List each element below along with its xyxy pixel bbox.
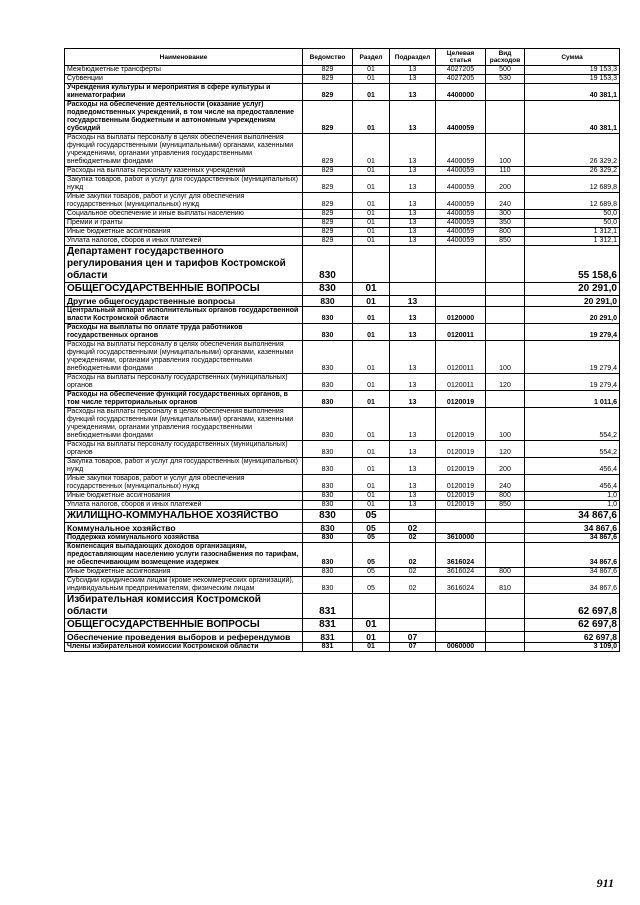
- row-name: Расходы на выплаты персоналу казенных учреждений: [65, 167, 303, 176]
- budget-table: [64, 48, 620, 652]
- table-row: [65, 296, 620, 307]
- row-section: 01: [353, 237, 390, 246]
- row-department: 829: [303, 101, 353, 134]
- row-department: 830: [303, 246, 353, 283]
- row-sum: 34 867,6: [525, 577, 620, 594]
- row-target-item: 0120011: [436, 324, 486, 341]
- row-subsection: 13: [390, 101, 436, 134]
- row-department: 829: [303, 237, 353, 246]
- row-section: 01: [353, 134, 390, 167]
- row-name: Центральный аппарат исполнительных органов государственной власти Костромской области: [65, 307, 303, 324]
- row-sum: 20 291,0: [525, 296, 620, 307]
- row-expense-type: 850: [486, 237, 525, 246]
- row-subsection: 13: [390, 341, 436, 374]
- row-sum: 34 867,6: [525, 543, 620, 568]
- row-subsection: [390, 594, 436, 619]
- row-target-item: 4027205: [436, 66, 486, 75]
- row-name: Расходы на обеспечение функций государственных органов, в том числе территориальных органов: [65, 391, 303, 408]
- row-name: Избирательная комиссия Костромской области: [65, 594, 303, 619]
- row-sum: 456,4: [525, 458, 620, 475]
- row-section: 01: [353, 501, 390, 510]
- row-subsection: 07: [390, 643, 436, 652]
- row-name: Расходы на выплаты персоналу в целях обеспечения выполнения функций государственными (муниципальными) органами, казенными учреждениями, органами управления государственными внебюджетными фондами: [65, 341, 303, 374]
- row-subsection: 02: [390, 534, 436, 543]
- row-section: 01: [353, 193, 390, 210]
- row-expense-type: 500: [486, 66, 525, 75]
- row-expense-type: [486, 543, 525, 568]
- row-sum: 1 312,1: [525, 237, 620, 246]
- row-department: 830: [303, 577, 353, 594]
- row-name: Расходы на выплаты персоналу в целях обеспечения выполнения функций государственными (муниципальными) органами, казенными учреждениями, органами управления государственными внебюджетными фондами: [65, 134, 303, 167]
- table-row: [65, 408, 620, 441]
- row-subsection: 13: [390, 237, 436, 246]
- row-subsection: 13: [390, 441, 436, 458]
- row-expense-type: [486, 619, 525, 632]
- row-subsection: 13: [390, 66, 436, 75]
- row-department: 831: [303, 594, 353, 619]
- row-name: Социальное обеспечение и иные выплаты населению: [65, 210, 303, 219]
- row-department: 830: [303, 307, 353, 324]
- row-expense-type: [486, 534, 525, 543]
- row-section: 01: [353, 219, 390, 228]
- row-department: 830: [303, 441, 353, 458]
- row-sum: 1,0: [525, 501, 620, 510]
- row-department: 829: [303, 219, 353, 228]
- row-sum: 1,0: [525, 492, 620, 501]
- row-expense-type: [486, 324, 525, 341]
- row-name: Межбюджетные трансферты: [65, 66, 303, 75]
- row-target-item: 4400059: [436, 210, 486, 219]
- row-sum: 456,4: [525, 475, 620, 492]
- row-subsection: [390, 619, 436, 632]
- row-target-item: 0120019: [436, 475, 486, 492]
- row-name: Расходы на выплаты персоналу в целях обеспечения выполнения функций государственными (муниципальными) органами, казенными учреждениями, органами управления государственными внебюджетными фондами: [65, 408, 303, 441]
- row-name: Учреждения культуры и мероприятия в сфере культуры и кинематографии: [65, 84, 303, 101]
- row-department: 829: [303, 176, 353, 193]
- row-section: [353, 246, 390, 283]
- row-name: Уплата налогов, сборов и иных платежей: [65, 237, 303, 246]
- row-name: Иные бюджетные ассигнования: [65, 568, 303, 577]
- row-name: Члены избирательной комиссии Костромской области: [65, 643, 303, 652]
- row-target-item: [436, 632, 486, 643]
- row-subsection: 02: [390, 577, 436, 594]
- header-sum: Сумма: [525, 49, 620, 66]
- table-row: [65, 643, 620, 652]
- row-subsection: 13: [390, 134, 436, 167]
- row-target-item: 0120019: [436, 408, 486, 441]
- row-expense-type: 850: [486, 501, 525, 510]
- row-department: 830: [303, 510, 353, 523]
- row-section: 01: [353, 408, 390, 441]
- row-expense-type: [486, 296, 525, 307]
- table-row: [65, 374, 620, 391]
- row-subsection: 13: [390, 408, 436, 441]
- row-expense-type: [486, 101, 525, 134]
- row-name: Расходы на выплаты персоналу государственных (муниципальных) органов: [65, 374, 303, 391]
- row-name: ОБЩЕГОСУДАРСТВЕННЫЕ ВОПРОСЫ: [65, 619, 303, 632]
- row-section: 01: [353, 619, 390, 632]
- row-section: 01: [353, 458, 390, 475]
- row-name: ОБЩЕГОСУДАРСТВЕННЫЕ ВОПРОСЫ: [65, 283, 303, 296]
- table-row: [65, 167, 620, 176]
- table-header-row: [65, 49, 620, 66]
- row-sum: 554,2: [525, 441, 620, 458]
- row-subsection: 02: [390, 543, 436, 568]
- row-target-item: 0120019: [436, 458, 486, 475]
- row-expense-type: 100: [486, 134, 525, 167]
- row-name: Департамент государственного регулирования цен и тарифов Костромской области: [65, 246, 303, 283]
- row-department: 829: [303, 66, 353, 75]
- table-row: [65, 237, 620, 246]
- row-sum: 26 329,2: [525, 134, 620, 167]
- row-subsection: 13: [390, 374, 436, 391]
- row-department: 831: [303, 619, 353, 632]
- row-target-item: [436, 246, 486, 283]
- row-target-item: [436, 619, 486, 632]
- row-target-item: 4027205: [436, 75, 486, 84]
- row-sum: 19 153,3: [525, 66, 620, 75]
- table-row: [65, 568, 620, 577]
- row-name: Компенсация выпадающих доходов организациям, предоставляющим населению услуги газоснабжения по тарифам, не обеспечивающим возмещение издержек: [65, 543, 303, 568]
- row-section: 05: [353, 543, 390, 568]
- row-section: 01: [353, 324, 390, 341]
- table-row: [65, 324, 620, 341]
- row-name: Поддержка коммунального хозяйства: [65, 534, 303, 543]
- row-expense-type: 240: [486, 193, 525, 210]
- row-department: 829: [303, 84, 353, 101]
- row-subsection: 13: [390, 219, 436, 228]
- row-target-item: [436, 283, 486, 296]
- table-row: [65, 632, 620, 643]
- row-section: [353, 594, 390, 619]
- row-name: Иные бюджетные ассигнования: [65, 492, 303, 501]
- row-subsection: 13: [390, 167, 436, 176]
- row-sum: 34 867,6: [525, 568, 620, 577]
- row-target-item: 4400059: [436, 167, 486, 176]
- row-subsection: 13: [390, 307, 436, 324]
- row-sum: 55 158,6: [525, 246, 620, 283]
- row-sum: 20 291,0: [525, 307, 620, 324]
- row-name: Закупка товаров, работ и услуг для государственных (муниципальных) нужд: [65, 176, 303, 193]
- row-section: 01: [353, 391, 390, 408]
- row-expense-type: 530: [486, 75, 525, 84]
- row-target-item: 0120019: [436, 441, 486, 458]
- row-expense-type: [486, 632, 525, 643]
- row-name: Другие общегосударственные вопросы: [65, 296, 303, 307]
- row-name: Иные закупки товаров, работ и услуг для обеспечения государственных (муниципальных) нужд: [65, 475, 303, 492]
- row-sum: 40 381,1: [525, 101, 620, 134]
- row-target-item: 4400059: [436, 176, 486, 193]
- row-sum: 62 697,8: [525, 632, 620, 643]
- row-section: 01: [353, 475, 390, 492]
- row-expense-type: 810: [486, 577, 525, 594]
- row-department: 830: [303, 324, 353, 341]
- row-subsection: 13: [390, 84, 436, 101]
- row-target-item: 4400059: [436, 237, 486, 246]
- row-subsection: 13: [390, 210, 436, 219]
- row-target-item: 4400059: [436, 228, 486, 237]
- row-target-item: 3616024: [436, 543, 486, 568]
- row-subsection: 13: [390, 296, 436, 307]
- row-department: 830: [303, 296, 353, 307]
- row-subsection: 07: [390, 632, 436, 643]
- table-row: [65, 594, 620, 619]
- row-sum: 50,0: [525, 219, 620, 228]
- row-sum: 19 279,4: [525, 374, 620, 391]
- row-section: 01: [353, 374, 390, 391]
- row-expense-type: 120: [486, 441, 525, 458]
- row-target-item: 4400059: [436, 193, 486, 210]
- row-expense-type: [486, 510, 525, 523]
- row-department: 829: [303, 228, 353, 237]
- row-section: 01: [353, 210, 390, 219]
- row-section: 01: [353, 101, 390, 134]
- row-section: 01: [353, 307, 390, 324]
- row-sum: 50,0: [525, 210, 620, 219]
- row-department: 830: [303, 543, 353, 568]
- header-expense-type: Вид расходов: [486, 49, 525, 66]
- row-expense-type: [486, 643, 525, 652]
- row-expense-type: 350: [486, 219, 525, 228]
- table-row: [65, 391, 620, 408]
- row-department: 831: [303, 643, 353, 652]
- row-target-item: 0120019: [436, 501, 486, 510]
- row-expense-type: [486, 594, 525, 619]
- table-row: [65, 75, 620, 84]
- row-sum: 40 381,1: [525, 84, 620, 101]
- row-section: 05: [353, 577, 390, 594]
- row-target-item: [436, 594, 486, 619]
- page-number: 911: [596, 876, 614, 890]
- table-row: [65, 341, 620, 374]
- row-expense-type: [486, 84, 525, 101]
- row-section: 01: [353, 66, 390, 75]
- row-subsection: 13: [390, 324, 436, 341]
- row-department: 830: [303, 374, 353, 391]
- header-department: Ведомство: [303, 49, 353, 66]
- row-expense-type: [486, 246, 525, 283]
- row-name: Премии и гранты: [65, 219, 303, 228]
- row-section: 01: [353, 167, 390, 176]
- row-name: ЖИЛИЩНО-КОММУНАЛЬНОЕ ХОЗЯЙСТВО: [65, 510, 303, 523]
- table-row: [65, 193, 620, 210]
- row-target-item: [436, 523, 486, 534]
- row-target-item: 0120019: [436, 391, 486, 408]
- row-sum: 1 312,1: [525, 228, 620, 237]
- row-target-item: 4400059: [436, 134, 486, 167]
- row-sum: 26 329,2: [525, 167, 620, 176]
- table-row: [65, 246, 620, 283]
- row-department: 829: [303, 75, 353, 84]
- table-row: [65, 543, 620, 568]
- row-name: Расходы на выплаты персоналу государственных (муниципальных) органов: [65, 441, 303, 458]
- row-section: 01: [353, 75, 390, 84]
- row-section: 01: [353, 341, 390, 374]
- row-expense-type: [486, 283, 525, 296]
- row-target-item: 4400059: [436, 101, 486, 134]
- row-section: 01: [353, 441, 390, 458]
- header-name: Наименование: [65, 49, 303, 66]
- table-row: [65, 458, 620, 475]
- row-section: 01: [353, 283, 390, 296]
- row-section: 01: [353, 643, 390, 652]
- row-department: 830: [303, 283, 353, 296]
- row-target-item: 0120019: [436, 492, 486, 501]
- row-department: 830: [303, 341, 353, 374]
- row-subsection: 13: [390, 475, 436, 492]
- row-department: 830: [303, 523, 353, 534]
- row-subsection: 13: [390, 501, 436, 510]
- table-row: [65, 228, 620, 237]
- row-section: 05: [353, 510, 390, 523]
- table-row: [65, 176, 620, 193]
- row-sum: 34 867,6: [525, 534, 620, 543]
- row-expense-type: 240: [486, 475, 525, 492]
- table-row: [65, 523, 620, 534]
- row-expense-type: 120: [486, 374, 525, 391]
- row-expense-type: [486, 523, 525, 534]
- row-department: 830: [303, 492, 353, 501]
- row-sum: 19 279,4: [525, 341, 620, 374]
- row-section: 05: [353, 534, 390, 543]
- row-subsection: 13: [390, 492, 436, 501]
- row-subsection: 02: [390, 523, 436, 534]
- row-expense-type: [486, 391, 525, 408]
- row-sum: 12 689,8: [525, 176, 620, 193]
- table-row: [65, 577, 620, 594]
- row-expense-type: 800: [486, 492, 525, 501]
- table-row: [65, 210, 620, 219]
- table-row: [65, 619, 620, 632]
- row-section: 01: [353, 492, 390, 501]
- row-target-item: 4400000: [436, 84, 486, 101]
- row-name: Уплата налогов, сборов и иных платежей: [65, 501, 303, 510]
- table-row: [65, 101, 620, 134]
- row-department: 831: [303, 632, 353, 643]
- row-sum: 3 109,0: [525, 643, 620, 652]
- row-target-item: 3610000: [436, 534, 486, 543]
- row-sum: 12 689,8: [525, 193, 620, 210]
- row-section: 05: [353, 568, 390, 577]
- row-subsection: 02: [390, 568, 436, 577]
- header-subsection: Подраздел: [390, 49, 436, 66]
- row-target-item: 0120011: [436, 374, 486, 391]
- row-target-item: 3616024: [436, 568, 486, 577]
- table-row: [65, 441, 620, 458]
- row-name: Расходы на выплаты по оплате труда работников государственных органов: [65, 324, 303, 341]
- row-department: 829: [303, 193, 353, 210]
- row-subsection: 13: [390, 75, 436, 84]
- row-expense-type: 300: [486, 210, 525, 219]
- row-section: 01: [353, 632, 390, 643]
- row-sum: 34 867,6: [525, 523, 620, 534]
- row-department: 829: [303, 134, 353, 167]
- header-section: Раздел: [353, 49, 390, 66]
- row-expense-type: 100: [486, 408, 525, 441]
- row-target-item: 4400059: [436, 219, 486, 228]
- row-sum: 554,2: [525, 408, 620, 441]
- row-department: 830: [303, 408, 353, 441]
- row-subsection: 13: [390, 176, 436, 193]
- row-department: 830: [303, 501, 353, 510]
- row-name: Обеспечение проведения выборов и референдумов: [65, 632, 303, 643]
- table-row: [65, 475, 620, 492]
- row-target-item: [436, 296, 486, 307]
- header-target-item: Целевая статья: [436, 49, 486, 66]
- row-subsection: 13: [390, 193, 436, 210]
- row-name: Расходы на обеспечение деятельности (оказание услуг) подведомственных учреждений, в том числе на предоставление государственным бюджетным и автономным учреждениям субсидий: [65, 101, 303, 134]
- row-subsection: [390, 510, 436, 523]
- row-target-item: 0060000: [436, 643, 486, 652]
- row-target-item: 0120000: [436, 307, 486, 324]
- row-sum: 62 697,8: [525, 594, 620, 619]
- row-expense-type: 800: [486, 568, 525, 577]
- row-section: 01: [353, 228, 390, 237]
- row-subsection: 13: [390, 391, 436, 408]
- row-department: 830: [303, 391, 353, 408]
- table-row: [65, 283, 620, 296]
- table-row: [65, 84, 620, 101]
- row-subsection: 13: [390, 228, 436, 237]
- row-department: 829: [303, 167, 353, 176]
- table-row: [65, 534, 620, 543]
- row-expense-type: [486, 307, 525, 324]
- row-section: 05: [353, 523, 390, 534]
- row-section: 01: [353, 296, 390, 307]
- row-department: 829: [303, 210, 353, 219]
- row-name: Закупка товаров, работ и услуг для государственных (муниципальных) нужд: [65, 458, 303, 475]
- row-expense-type: 200: [486, 176, 525, 193]
- row-section: 01: [353, 176, 390, 193]
- row-expense-type: 100: [486, 341, 525, 374]
- row-target-item: 0120011: [436, 341, 486, 374]
- table-row: [65, 501, 620, 510]
- row-name: Иные бюджетные ассигнования: [65, 228, 303, 237]
- row-department: 830: [303, 475, 353, 492]
- row-name: Субвенции: [65, 75, 303, 84]
- row-target-item: 3616024: [436, 577, 486, 594]
- row-expense-type: 200: [486, 458, 525, 475]
- row-sum: 19 153,3: [525, 75, 620, 84]
- row-name: Иные закупки товаров, работ и услуг для обеспечения государственных (муниципальных) нужд: [65, 193, 303, 210]
- table-row: [65, 219, 620, 228]
- row-department: 830: [303, 534, 353, 543]
- row-name: Субсидии юридическим лицам (кроме некоммерческих организаций), индивидуальным предпринимателям, физическим лицам: [65, 577, 303, 594]
- row-name: Коммунальное хозяйство: [65, 523, 303, 534]
- row-sum: 62 697,8: [525, 619, 620, 632]
- row-section: 01: [353, 84, 390, 101]
- table-row: [65, 66, 620, 75]
- row-sum: 19 279,4: [525, 324, 620, 341]
- table-row: [65, 134, 620, 167]
- row-expense-type: 800: [486, 228, 525, 237]
- row-department: 830: [303, 568, 353, 577]
- table-row: [65, 510, 620, 523]
- row-expense-type: 110: [486, 167, 525, 176]
- row-target-item: [436, 510, 486, 523]
- row-department: 830: [303, 458, 353, 475]
- row-subsection: 13: [390, 458, 436, 475]
- table-row: [65, 307, 620, 324]
- table-row: [65, 492, 620, 501]
- row-sum: 1 011,6: [525, 391, 620, 408]
- row-sum: 20 291,0: [525, 283, 620, 296]
- row-subsection: [390, 246, 436, 283]
- row-subsection: [390, 283, 436, 296]
- row-sum: 34 867,6: [525, 510, 620, 523]
